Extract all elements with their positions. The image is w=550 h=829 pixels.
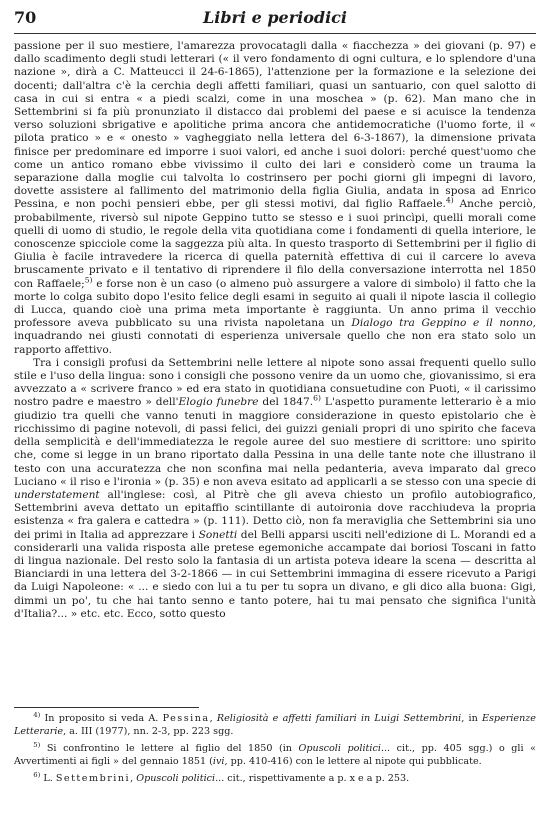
paragraph: Tra i consigli profusi da Settembrini nelle lettere al nipote sono assai frequenti quello sullo stile e l'uso della lingua: sono i consigli che possono venire da un uomo che, giovanissimo, si era avvezzato a « scrivere franco » ed era stato in quotidiana consuetudine con Puoti, « il carissimo nostro padre e maestro » dell'Elogio funebre del 1847.$^{6)}$ L'aspetto puramente letterario è a mio giudizio tra quelli che vanno tenuti in maggiore considerazione in questo epistolario che è ricchissimo di pagine notevoli, di passi felici, dei guizzi geniali propri di uno spirito che faceva della semplicità e dell'immediatezza le regole auree del suo mestiere di scrittore: uno spirito che, come si legge in un brano riportato dalla Pessina in una delle tante note che illustrano il testo con una accuratezza che non sconfina mai nella pedanteria, aveva imparato dal greco Luciano « il riso e l'ironia » (p. 35) e non aveva esitato ad applicarli a se stesso con una specie di understatement all'inglese: così, al Pitrè che gli aveva chiesto un profilo autobiografico, Settembrini aveva dettato un epitaffio scintillante di autoironia dove racchiudeva la propria esistenza « fra galera e cattedra » (p. 111). Detto ciò, non fa meraviglia che Settembrini sia uno dei primi in Italia ad apprezzare i Sonetti del Belli apparsi usciti nell'edizione di L. Morandi ed a considerarli una valida risposta alle pretese egemoniche accampate dai boriosi Toscani in fatto di lingua nazionale. Del resto solo la fantasia di un artista poteva ideare la scena — descritta al Bianciardi in una lettera del 3-2-1866 — in cui Settembrini immagina di essere ricevuto a Parigi da Luigi Napoleone: « ... e siedo con lui a tu per tu sopra un divano, e gli dico alla buona: Gigi, dimmi un po', tu che hai tanto senno e tanto potere, hai tu mai pensato che significa l'unità d'Italia?... » etc. etc. Ecco, sotto questo xyxy=(14,356,537,620)
foreign-term: understatement xyxy=(14,488,100,501)
work-title: Dialogo tra Geppino e il nonno xyxy=(351,317,533,330)
author-name: Pessina xyxy=(162,713,210,724)
footnote-ref[interactable]: 5) xyxy=(84,275,93,285)
running-title: Libri e periodici xyxy=(203,8,347,27)
footnote: $^{6)}$ L. Settembrini, Opuscoli politici... cit., rispettivamente a p. x e a p. 253. xyxy=(33,770,410,784)
footnote-ref[interactable]: 4) xyxy=(445,195,454,205)
footnote: $^{4)}$ In proposito si veda A. Pessina, Religiosità e affetti familiari in Luigi Settembrini, in Esperienze Letterarie, a. III (1977), nn. 2-3, pp. 223 sgg. xyxy=(14,710,536,737)
header-rule xyxy=(14,33,536,34)
footnote-rule xyxy=(14,707,199,708)
footnote: $^{5)}$ Si confrontino le lettere al figlio del 1850 (in Opuscoli politici... cit., pp. 405 sgg.) o gli « Avvertimenti ai figli » del gennaio 1851 (ivi, pp. 410-416) con le lettere al nipote qui pubblicate. xyxy=(14,740,536,767)
main-text xyxy=(14,40,536,621)
author-name: Settembrini xyxy=(55,773,131,784)
page-number: 70 xyxy=(14,8,37,27)
work-title: Sonetti xyxy=(198,528,238,541)
footnotes xyxy=(14,712,536,789)
page-header xyxy=(14,8,536,32)
footnote-ref[interactable]: 6) xyxy=(313,393,321,403)
paragraph: passione per il suo mestiere, l'amarezza provocatagli dalla « fiacchezza » dei giovani (p. 97) e dallo scadimento degli studi letterari (« il vero fondamento di ogni cultura, e lo splendore d'una nazione », dirà a C. Matteucci il 24-6-1865), l'attenzione per la formazione e la selezione dei docenti; dall'altra c'è la cerchia degli affetti familiari, quasi un santuario, con quel salotto di casa in cui si entra « a piedi scalzi, come in una moschea » (p. 62). Man mano che in Settembrini si fa più pronunziato il distacco dai problemi del paese e si acuisce la tendenza verso soluzioni sbrigative e apolitiche prima ancora che antidemocratiche (l'uomo forte, il « pilota pratico » e « onesto » vagheggiato nella lettera del 6-3-1867), la dimensione privata finisce per predominare ed imporre i suoi valori, ed anche i suoi dolori: perché quest'uomo che come un antico romano ebbe vivissimo il culto dei lari e considerò come un trauma la separazione dalla moglie cui talvolta lo costrinsero per pochi giorni gli impegni di lavoro, dovette assistere al fallimento del matrimonio della figlia Giulia, andata in sposa ad Enrico Pessina, e non pochi pensieri ebbe, per gli stessi motivi, dal figlio Raffaele.$^{4)}$ Anche perciò, probabilmente, riversò sul nipote Geppino tutto se stesso e i suoi princìpi, quelli morali come quelli di uomo di studio, le regole della vita quotidiana come i fondamenti di quella interiore, le conoscenze spicciole come la saggezza più alta. In questo trasporto di Settembrini per il figlio di Giulia è facile intravedere la ricerca di quella paternità effettiva di cui il carcere lo aveva bruscamente privato e il tentativo di riprendere il filo della conversazione interrotta nel 1850 con Raffaele;$^{5)}$ e forse non è un caso (o almeno può assurgere a valore di simbolo) il fatto che la morte lo colga subito dopo l'esito felice degli esami in seguito ai quali il nipote lascia il collegio di Lucca, quando cioè una prima meta importante è raggiunta. Un anno prima il vecchio professore aveva pubblicato su una rivista napoletana un Dialogo tra Geppino e il nonno, inquadrando nei giusti connotati di esperienza universale quello che non era stato solo un rapporto affettivo. xyxy=(14,40,537,356)
work-title: Elogio funebre xyxy=(178,396,259,409)
